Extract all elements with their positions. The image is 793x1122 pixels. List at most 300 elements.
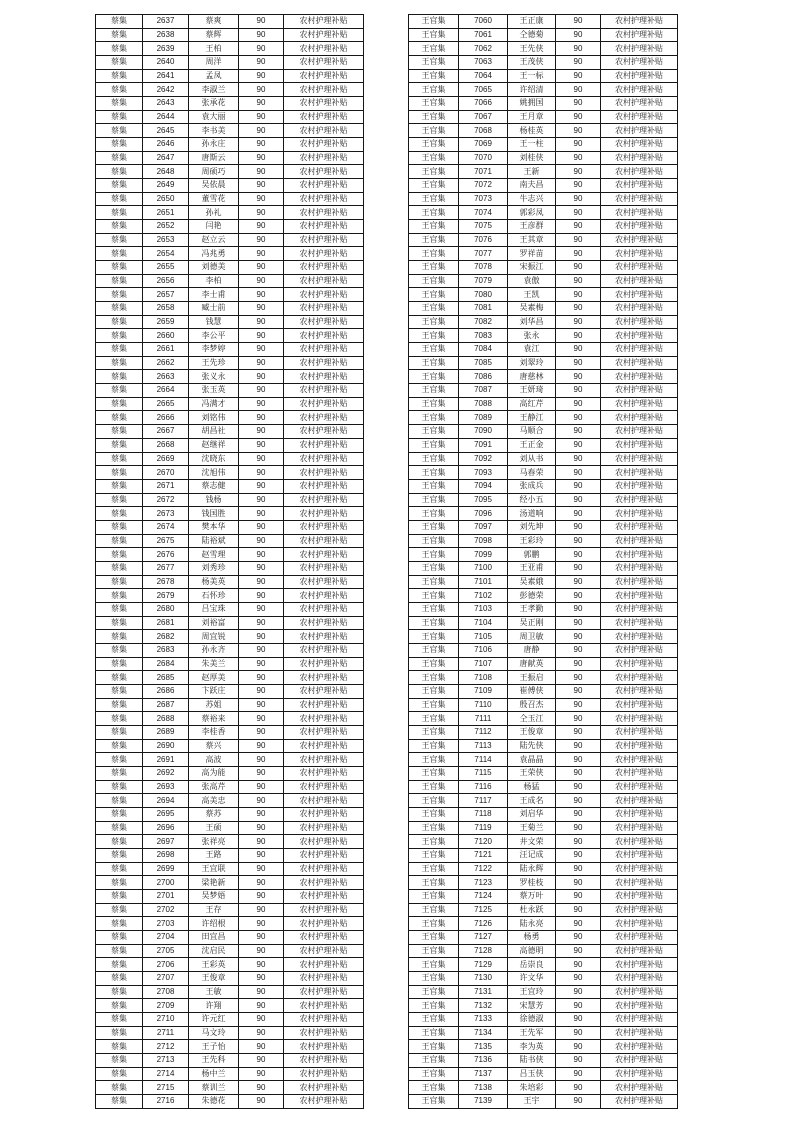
cell-town: 王官集 [409,220,459,234]
cell-serial-number: 2642 [143,83,189,97]
cell-subsidy-type: 农村护理补贴 [601,28,678,42]
cell-amount: 90 [556,329,601,343]
cell-person-name: 经小五 [508,493,556,507]
cell-town: 蔡集 [96,616,143,630]
cell-person-name: 王彩英 [189,958,239,972]
table-row [96,165,364,179]
cell-town: 王官集 [409,69,459,83]
cell-serial-number: 7061 [459,28,508,42]
table-row [96,575,364,589]
cell-subsidy-type: 农村护理补贴 [601,370,678,384]
cell-person-name: 樊本华 [189,520,239,534]
cell-amount: 90 [239,766,284,780]
cell-amount: 90 [239,507,284,521]
cell-serial-number: 2713 [143,1054,189,1068]
cell-amount: 90 [239,233,284,247]
table-row [96,151,364,165]
table-row [96,220,364,234]
cell-amount: 90 [556,903,601,917]
cell-town: 王官集 [409,288,459,302]
table-row [96,821,364,835]
table-row [409,616,678,630]
cell-subsidy-type: 农村护理补贴 [284,794,364,808]
cell-person-name: 吴依晨 [189,179,239,193]
cell-serial-number: 7105 [459,630,508,644]
cell-subsidy-type: 农村护理补贴 [284,151,364,165]
table-row [96,302,364,316]
cell-amount: 90 [556,343,601,357]
table-row [96,110,364,124]
table-row [409,807,678,821]
cell-subsidy-type: 农村护理补贴 [601,848,678,862]
cell-subsidy-type: 农村护理补贴 [284,1067,364,1081]
cell-person-name: 张成兵 [508,479,556,493]
cell-serial-number: 7108 [459,671,508,685]
table-row [409,630,678,644]
cell-town: 蔡集 [96,69,143,83]
cell-person-name: 杨中兰 [189,1067,239,1081]
cell-serial-number: 2687 [143,698,189,712]
cell-subsidy-type: 农村护理补贴 [284,56,364,70]
cell-serial-number: 2686 [143,684,189,698]
cell-person-name: 周硕巧 [189,165,239,179]
cell-subsidy-type: 农村护理补贴 [601,288,678,302]
cell-amount: 90 [239,302,284,316]
table-row [96,548,364,562]
cell-serial-number: 7126 [459,917,508,931]
cell-town: 蔡集 [96,28,143,42]
cell-amount: 90 [556,917,601,931]
cell-serial-number: 7130 [459,972,508,986]
cell-serial-number: 2666 [143,411,189,425]
cell-person-name: 唐献英 [508,657,556,671]
cell-person-name: 朱美兰 [189,657,239,671]
cell-person-name: 孙礼 [189,206,239,220]
cell-amount: 90 [556,931,601,945]
cell-person-name: 王敏 [189,985,239,999]
table-row [96,589,364,603]
cell-person-name: 闫艳 [189,220,239,234]
cell-amount: 90 [239,698,284,712]
cell-serial-number: 2676 [143,548,189,562]
cell-town: 王官集 [409,589,459,603]
cell-person-name: 陆永亮 [508,917,556,931]
cell-town: 蔡集 [96,807,143,821]
cell-person-name: 仝玉江 [508,712,556,726]
table-row [409,890,678,904]
cell-serial-number: 2690 [143,739,189,753]
cell-person-name: 袁晶晶 [508,753,556,767]
cell-serial-number: 2672 [143,493,189,507]
cell-town: 蔡集 [96,411,143,425]
cell-subsidy-type: 农村护理补贴 [284,848,364,862]
cell-subsidy-type: 农村护理补贴 [601,165,678,179]
table-row [96,616,364,630]
table-row [409,274,678,288]
cell-town: 蔡集 [96,1026,143,1040]
cell-person-name: 田宜昌 [189,931,239,945]
table-row [96,876,364,890]
cell-town: 王官集 [409,507,459,521]
cell-subsidy-type: 农村护理补贴 [601,712,678,726]
cell-serial-number: 7131 [459,985,508,999]
table-row [409,288,678,302]
table-row [96,794,364,808]
cell-town: 王官集 [409,1054,459,1068]
cell-subsidy-type: 农村护理补贴 [284,575,364,589]
cell-subsidy-type: 农村护理补贴 [601,766,678,780]
table-row [409,1054,678,1068]
cell-subsidy-type: 农村护理补贴 [284,1081,364,1095]
cell-town: 王官集 [409,794,459,808]
cell-serial-number: 7075 [459,220,508,234]
cell-amount: 90 [239,165,284,179]
table-row [96,1040,364,1054]
cell-person-name: 罗桂枝 [508,876,556,890]
cell-person-name: 周洋 [189,56,239,70]
cell-person-name: 宋慧芳 [508,999,556,1013]
cell-person-name: 沈旭伟 [189,466,239,480]
cell-person-name: 王妍琦 [508,384,556,398]
table-row [409,343,678,357]
cell-serial-number: 2684 [143,657,189,671]
table-row [96,739,364,753]
cell-serial-number: 7068 [459,124,508,138]
cell-subsidy-type: 农村护理补贴 [601,1067,678,1081]
cell-subsidy-type: 农村护理补贴 [284,876,364,890]
cell-town: 王官集 [409,397,459,411]
cell-person-name: 王荣侠 [508,766,556,780]
cell-amount: 90 [556,534,601,548]
cell-subsidy-type: 农村护理补贴 [601,671,678,685]
cell-person-name: 王正金 [508,438,556,452]
cell-serial-number: 2674 [143,520,189,534]
cell-serial-number: 2703 [143,917,189,931]
cell-amount: 90 [556,425,601,439]
cell-person-name: 刘桂侠 [508,151,556,165]
cell-person-name: 王凯 [508,288,556,302]
cell-serial-number: 7119 [459,821,508,835]
table-row [96,725,364,739]
cell-subsidy-type: 农村护理补贴 [284,425,364,439]
cell-amount: 90 [239,69,284,83]
cell-subsidy-type: 农村护理补贴 [284,397,364,411]
cell-person-name: 王彦群 [508,220,556,234]
table-row [96,534,364,548]
table-row [409,794,678,808]
cell-person-name: 王月章 [508,110,556,124]
cell-subsidy-type: 农村护理补贴 [601,657,678,671]
table-row [409,671,678,685]
cell-person-name: 董雪花 [189,192,239,206]
cell-serial-number: 2639 [143,42,189,56]
cell-serial-number: 2667 [143,425,189,439]
cell-serial-number: 2677 [143,561,189,575]
cell-amount: 90 [239,903,284,917]
cell-person-name: 王一标 [508,69,556,83]
cell-town: 王官集 [409,192,459,206]
table-row [96,397,364,411]
cell-amount: 90 [556,42,601,56]
cell-amount: 90 [239,985,284,999]
cell-amount: 90 [239,725,284,739]
cell-subsidy-type: 农村护理补贴 [601,972,678,986]
cell-town: 蔡集 [96,1081,143,1095]
table-row [409,684,678,698]
cell-amount: 90 [556,616,601,630]
cell-subsidy-type: 农村护理补贴 [601,780,678,794]
cell-subsidy-type: 农村护理补贴 [601,616,678,630]
cell-serial-number: 7115 [459,766,508,780]
cell-amount: 90 [556,83,601,97]
cell-subsidy-type: 农村护理补贴 [601,452,678,466]
cell-subsidy-type: 农村护理补贴 [601,876,678,890]
cell-town: 王官集 [409,179,459,193]
cell-serial-number: 2682 [143,630,189,644]
cell-subsidy-type: 农村护理补贴 [284,466,364,480]
cell-person-name: 杨美英 [189,575,239,589]
cell-person-name: 高美忠 [189,794,239,808]
cell-town: 蔡集 [96,561,143,575]
table-row [96,288,364,302]
cell-town: 蔡集 [96,261,143,275]
cell-subsidy-type: 农村护理补贴 [284,261,364,275]
table-row [409,1067,678,1081]
cell-amount: 90 [556,972,601,986]
cell-amount: 90 [239,944,284,958]
cell-subsidy-type: 农村护理补贴 [284,1040,364,1054]
cell-subsidy-type: 农村护理补贴 [284,862,364,876]
cell-person-name: 石怀珍 [189,589,239,603]
cell-town: 王官集 [409,616,459,630]
cell-amount: 90 [556,206,601,220]
cell-town: 王官集 [409,725,459,739]
cell-amount: 90 [239,83,284,97]
cell-subsidy-type: 农村护理补贴 [284,384,364,398]
cell-person-name: 钱慧 [189,315,239,329]
cell-town: 王官集 [409,972,459,986]
table-row [409,766,678,780]
cell-serial-number: 7078 [459,261,508,275]
cell-subsidy-type: 农村护理补贴 [601,179,678,193]
cell-person-name: 马文玲 [189,1026,239,1040]
cell-serial-number: 2646 [143,138,189,152]
cell-amount: 90 [239,1081,284,1095]
cell-amount: 90 [239,179,284,193]
cell-amount: 90 [239,438,284,452]
cell-serial-number: 7114 [459,753,508,767]
table-row [96,124,364,138]
cell-subsidy-type: 农村护理补贴 [284,958,364,972]
cell-amount: 90 [556,261,601,275]
cell-amount: 90 [556,712,601,726]
cell-person-name: 吴正刚 [508,616,556,630]
cell-amount: 90 [239,42,284,56]
cell-serial-number: 2671 [143,479,189,493]
cell-amount: 90 [556,384,601,398]
cell-amount: 90 [556,794,601,808]
cell-amount: 90 [556,220,601,234]
table-row [409,56,678,70]
cell-town: 王官集 [409,315,459,329]
cell-amount: 90 [556,725,601,739]
cell-amount: 90 [239,384,284,398]
cell-town: 王官集 [409,1026,459,1040]
cell-town: 蔡集 [96,958,143,972]
cell-amount: 90 [239,1054,284,1068]
cell-subsidy-type: 农村护理补贴 [601,1081,678,1095]
cell-amount: 90 [556,999,601,1013]
cell-amount: 90 [239,97,284,111]
cell-amount: 90 [556,110,601,124]
table-row [96,657,364,671]
cell-town: 蔡集 [96,97,143,111]
table-row [409,192,678,206]
cell-town: 王官集 [409,343,459,357]
cell-subsidy-type: 农村护理补贴 [284,520,364,534]
cell-town: 蔡集 [96,985,143,999]
cell-subsidy-type: 农村护理补贴 [601,124,678,138]
cell-subsidy-type: 农村护理补贴 [284,739,364,753]
cell-town: 蔡集 [96,630,143,644]
cell-town: 王官集 [409,466,459,480]
cell-serial-number: 7097 [459,520,508,534]
table-row [409,520,678,534]
cell-subsidy-type: 农村护理补贴 [284,97,364,111]
cell-serial-number: 7086 [459,370,508,384]
cell-subsidy-type: 农村护理补贴 [601,725,678,739]
cell-amount: 90 [239,247,284,261]
cell-town: 蔡集 [96,1040,143,1054]
cell-town: 王官集 [409,712,459,726]
cell-town: 王官集 [409,165,459,179]
table-row [96,28,364,42]
cell-serial-number: 7133 [459,1013,508,1027]
cell-amount: 90 [556,97,601,111]
cell-person-name: 钱杨 [189,493,239,507]
cell-serial-number: 7107 [459,657,508,671]
cell-subsidy-type: 农村护理补贴 [601,958,678,972]
table-row [96,42,364,56]
cell-serial-number: 7110 [459,698,508,712]
table-row [409,411,678,425]
cell-town: 王官集 [409,999,459,1013]
cell-subsidy-type: 农村护理补贴 [284,274,364,288]
cell-town: 王官集 [409,274,459,288]
cell-town: 王官集 [409,1095,459,1109]
cell-amount: 90 [239,493,284,507]
cell-town: 蔡集 [96,848,143,862]
cell-amount: 90 [556,151,601,165]
table-row [96,766,364,780]
table-row [409,972,678,986]
cell-serial-number: 2709 [143,999,189,1013]
table-row [96,630,364,644]
cell-serial-number: 2641 [143,69,189,83]
cell-serial-number: 7060 [459,15,508,29]
cell-subsidy-type: 农村护理补贴 [284,124,364,138]
cell-town: 王官集 [409,944,459,958]
cell-person-name: 张玉英 [189,384,239,398]
cell-town: 王官集 [409,807,459,821]
cell-person-name: 王先科 [189,1054,239,1068]
cell-subsidy-type: 农村护理补贴 [601,438,678,452]
cell-subsidy-type: 农村护理补贴 [601,1054,678,1068]
cell-subsidy-type: 农村护理补贴 [601,602,678,616]
cell-amount: 90 [556,28,601,42]
cell-town: 蔡集 [96,138,143,152]
cell-amount: 90 [556,356,601,370]
cell-serial-number: 7138 [459,1081,508,1095]
cell-town: 蔡集 [96,753,143,767]
cell-person-name: 许文华 [508,972,556,986]
cell-subsidy-type: 农村护理补贴 [601,261,678,275]
cell-person-name: 王一柱 [508,138,556,152]
cell-amount: 90 [556,684,601,698]
cell-person-name: 高为能 [189,766,239,780]
table-row [409,425,678,439]
cell-person-name: 王彩玲 [508,534,556,548]
cell-serial-number: 2661 [143,343,189,357]
cell-amount: 90 [556,848,601,862]
cell-serial-number: 2662 [143,356,189,370]
cell-serial-number: 7118 [459,807,508,821]
cell-town: 蔡集 [96,890,143,904]
cell-subsidy-type: 农村护理补贴 [601,684,678,698]
cell-subsidy-type: 农村护理补贴 [284,138,364,152]
cell-amount: 90 [556,835,601,849]
cell-subsidy-type: 农村护理补贴 [284,999,364,1013]
cell-subsidy-type: 农村护理补贴 [284,1054,364,1068]
cell-amount: 90 [239,329,284,343]
table-row [409,985,678,999]
cell-serial-number: 7076 [459,233,508,247]
cell-subsidy-type: 农村护理补贴 [601,411,678,425]
cell-subsidy-type: 农村护理补贴 [601,493,678,507]
cell-amount: 90 [556,890,601,904]
table-row [409,1081,678,1095]
table-row [409,1095,678,1109]
cell-subsidy-type: 农村护理补贴 [601,862,678,876]
table-row [409,589,678,603]
cell-amount: 90 [556,493,601,507]
cell-subsidy-type: 农村护理补贴 [601,110,678,124]
cell-person-name: 蔡辉 [189,28,239,42]
cell-town: 王官集 [409,534,459,548]
cell-amount: 90 [556,1026,601,1040]
cell-serial-number: 2643 [143,97,189,111]
cell-amount: 90 [239,780,284,794]
cell-subsidy-type: 农村护理补贴 [601,56,678,70]
cell-town: 王官集 [409,835,459,849]
cell-person-name: 井文荣 [508,835,556,849]
cell-subsidy-type: 农村护理补贴 [601,302,678,316]
table-row [409,493,678,507]
cell-amount: 90 [556,1013,601,1027]
table-row [96,985,364,999]
cell-person-name: 杨勇 [508,931,556,945]
cell-serial-number: 2698 [143,848,189,862]
cell-subsidy-type: 农村护理补贴 [284,110,364,124]
cell-amount: 90 [239,917,284,931]
cell-town: 王官集 [409,630,459,644]
cell-amount: 90 [556,575,601,589]
table-row [409,179,678,193]
cell-town: 蔡集 [96,903,143,917]
cell-amount: 90 [556,1067,601,1081]
cell-person-name: 许绍清 [508,83,556,97]
cell-amount: 90 [239,370,284,384]
